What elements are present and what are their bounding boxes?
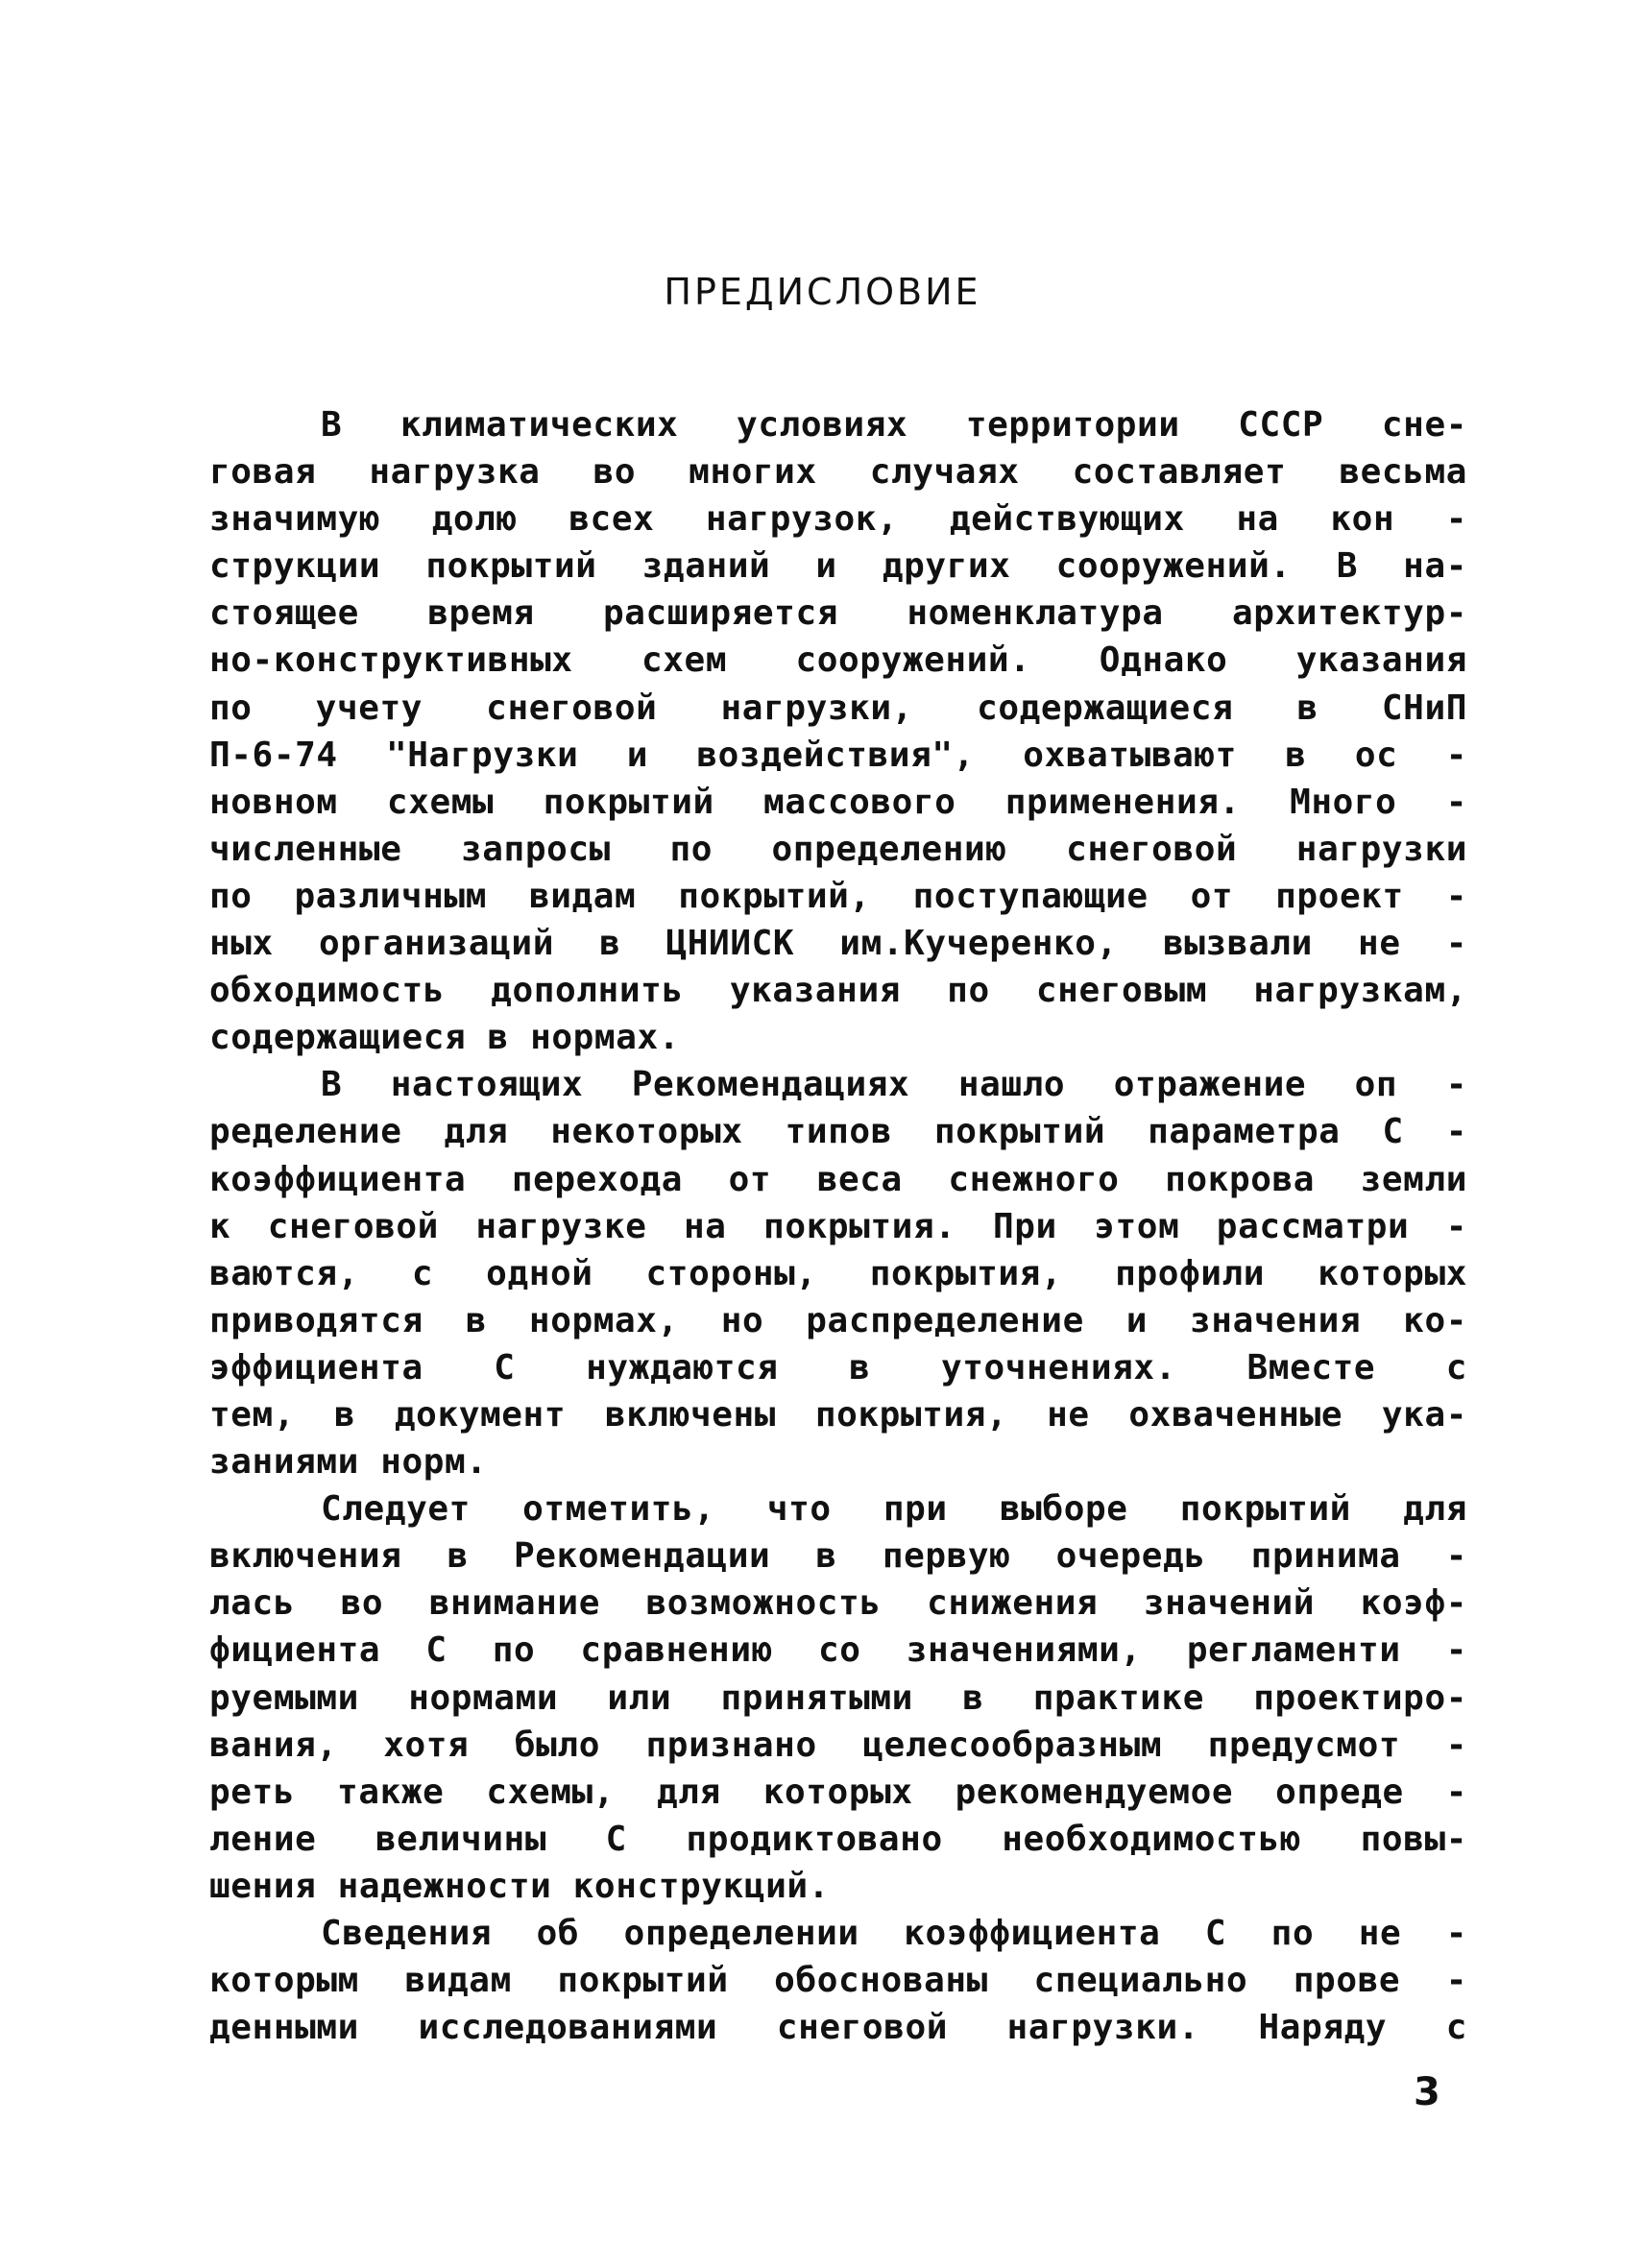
text-line: Следует отметить, что при выборе покрытий для: [321, 1489, 1467, 1530]
text-line: включения в Рекомендации в первую очередь принима -: [209, 1536, 1467, 1577]
text-line: говая нагрузка во многих случаях составляет весьма: [209, 452, 1467, 493]
text-line: денными исследованиями снеговой нагрузки. Наряду с: [209, 2008, 1467, 2048]
text-line: по учету снеговой нагрузки, содержащиеся в СНиП: [209, 688, 1467, 728]
text-line: обходимость дополнить указания по снеговым нагрузкам,: [209, 971, 1467, 1011]
text-line: лась во внимание возможность снижения значений коэф-: [209, 1583, 1467, 1624]
text-line: тем, в документ включены покрытия, не охваченные ука-: [209, 1394, 1467, 1435]
text-line: реть также схемы, для которых рекомендуемое опреде -: [209, 1772, 1467, 1812]
text-line: по различным видам покрытий, поступающие от проект -: [209, 876, 1467, 916]
text-line: которым видам покрытий обоснованы специально прове -: [209, 1961, 1467, 2001]
text-line: численные запросы по определению снеговой нагрузки: [209, 829, 1467, 869]
text-line: фициента С по сравнению со значениями, регламенти -: [209, 1630, 1467, 1671]
text-line: вания, хотя было признано целесообразным предусмот -: [209, 1725, 1467, 1765]
text-line: струкции покрытий зданий и других сооружений. В на-: [209, 546, 1467, 587]
text-line: руемыми нормами или принятыми в практике проектиро-: [209, 1677, 1467, 1718]
text-line: П-6-74 "Нагрузки и воздействия", охватывают в ос -: [209, 735, 1467, 775]
text-line: к снеговой нагрузке на покрытия. При этом рассматри -: [209, 1206, 1467, 1246]
page-number: 3: [1414, 2070, 1440, 2114]
text-line: В настоящих Рекомендациях нашло отражение оп -: [321, 1065, 1467, 1105]
text-line: значимую долю всех нагрузок, действующих на кон -: [209, 499, 1467, 540]
text-line: новном схемы покрытий массового применения. Много -: [209, 782, 1467, 822]
text-line: ваются, с одной стороны, покрытия, профили которых: [209, 1253, 1467, 1293]
text-line: приводятся в нормах, но распределение и значения ко-: [209, 1300, 1467, 1340]
text-line: шения надежности конструкций.: [209, 1866, 830, 1906]
text-line: ных организаций в ЦНИИСК им.Кучеренко, вызвали не -: [209, 924, 1467, 964]
text-line: коэффициента перехода от веса снежного покрова земли: [209, 1159, 1467, 1199]
text-line: ление величины С продиктовано необходимостью повы-: [209, 1819, 1467, 1859]
page-title: ПРЕДИСЛОВИЕ: [664, 271, 981, 313]
text-line: но-конструктивных схем сооружений. Однако указания: [209, 640, 1467, 681]
text-line: В климатических условиях территории СССР сне-: [321, 405, 1467, 445]
text-line: Сведения об определении коэффициента С по не -: [321, 1914, 1467, 1953]
text-line: ределение для некоторых типов покрытий параметра С -: [209, 1112, 1467, 1152]
text-line: заниями норм.: [209, 1442, 488, 1483]
text-line: стоящее время расширяется номенклатура архитектур-: [209, 593, 1467, 634]
text-line: содержащиеся в нормах.: [209, 1018, 681, 1058]
text-line: эффициента С нуждаются в уточнениях. Вместе с: [209, 1347, 1467, 1387]
body-text: [209, 401, 1467, 2051]
